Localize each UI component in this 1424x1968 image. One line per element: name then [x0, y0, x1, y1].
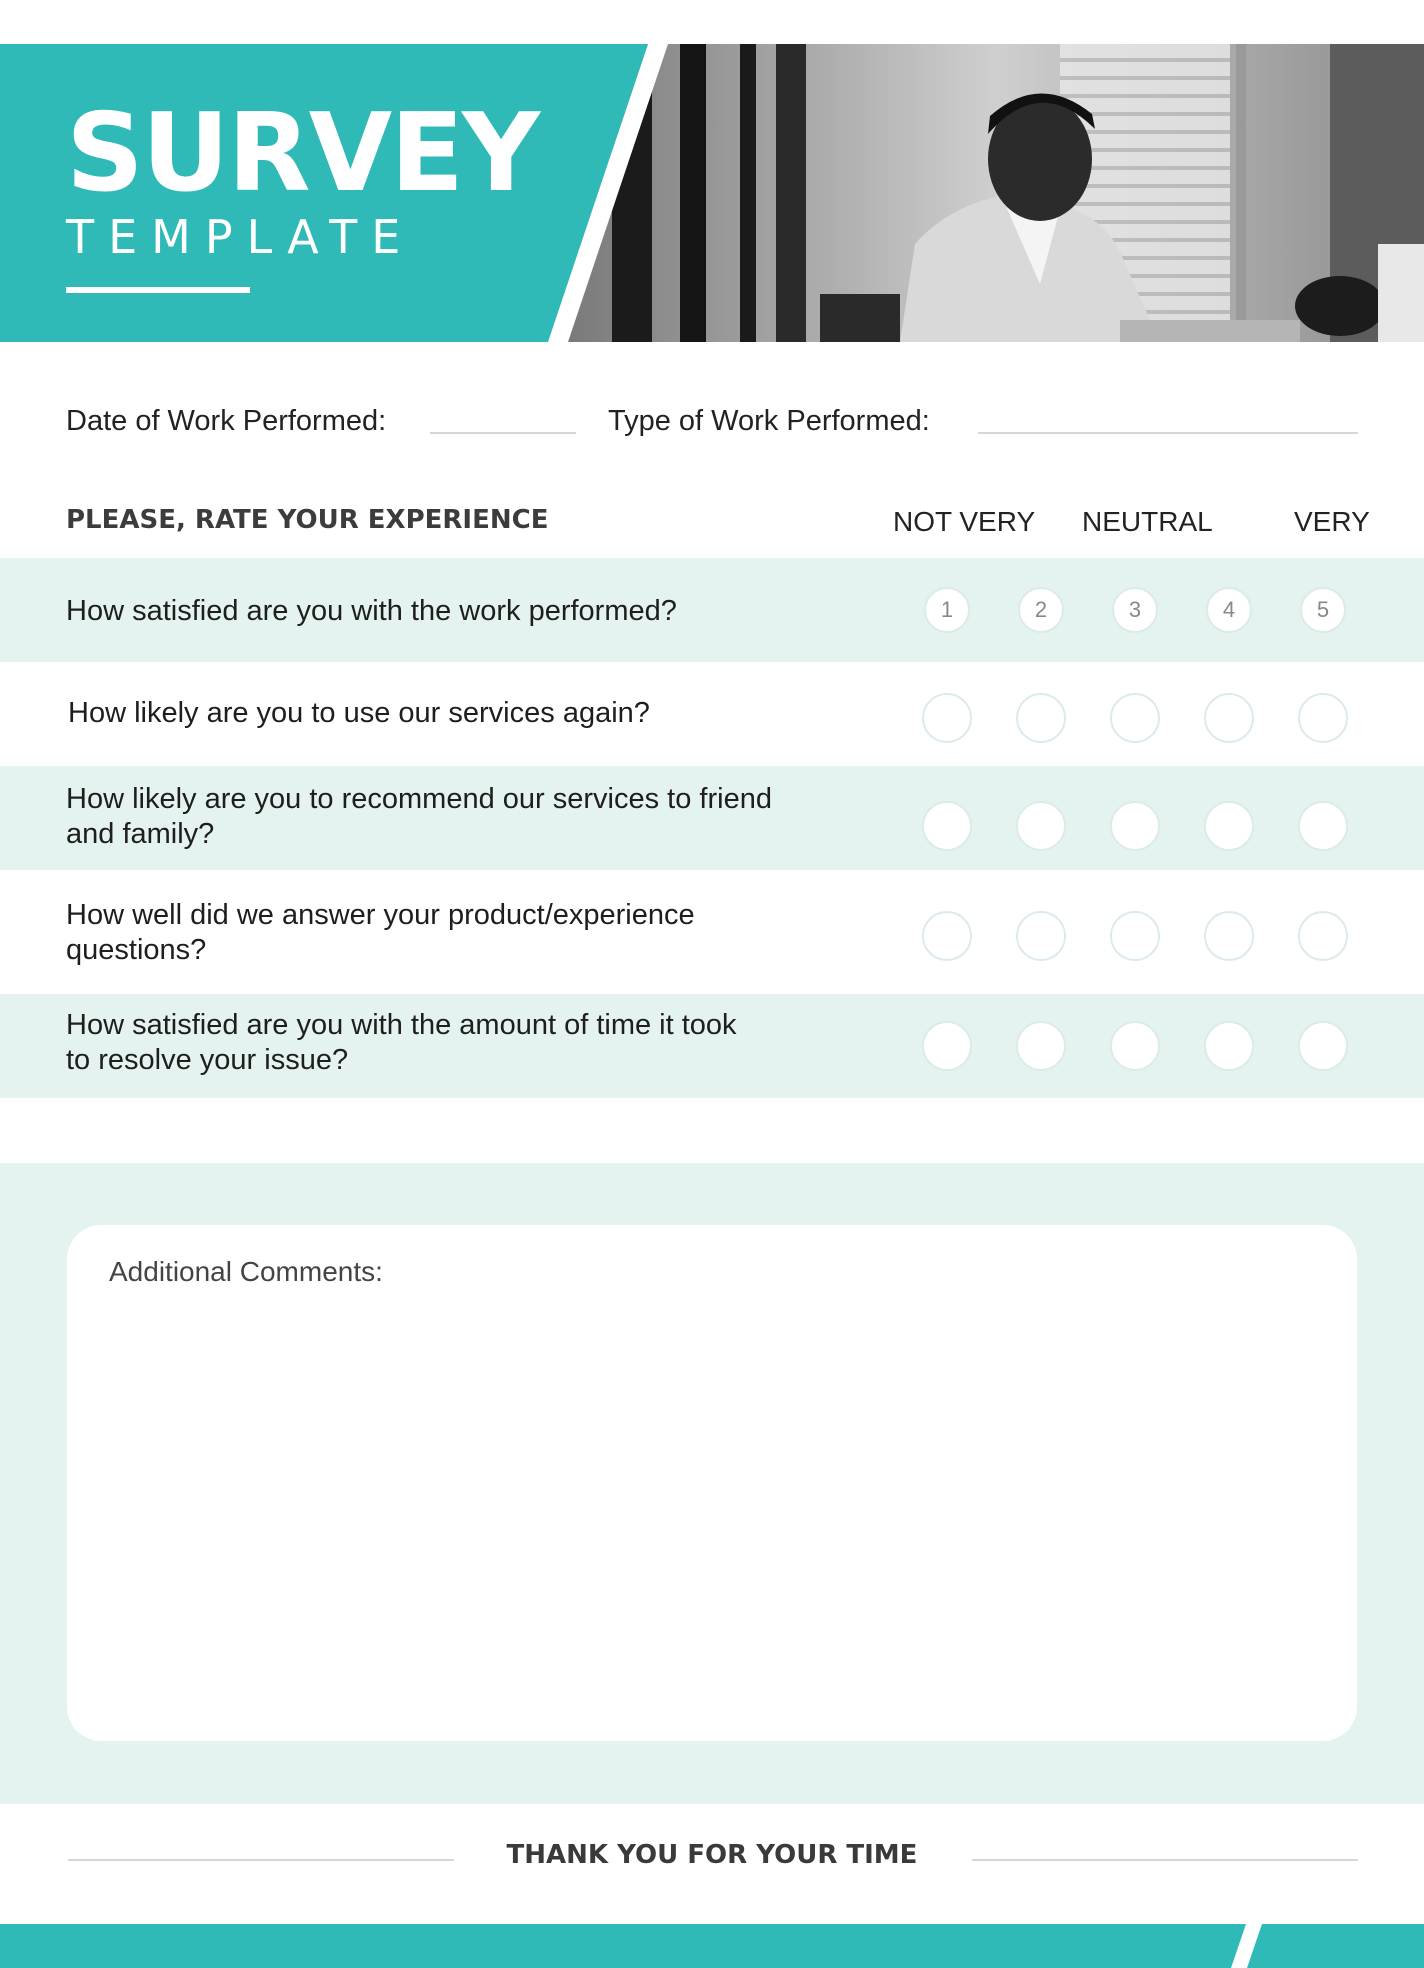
- date-field-label: Date of Work Performed:: [66, 405, 387, 437]
- scale-label-not-very: NOT VERY: [893, 506, 1036, 537]
- question-row-2: [0, 662, 1424, 766]
- scale-label-very: VERY: [1294, 506, 1370, 537]
- rating-option-4[interactable]: [1204, 1021, 1254, 1071]
- rating-option-5[interactable]: [1298, 801, 1348, 851]
- comments-label: Additional Comments:: [109, 1256, 383, 1287]
- thank-you-text: THANK YOU FOR YOUR TIME: [506, 1840, 918, 1870]
- rating-option-1[interactable]: [922, 911, 972, 961]
- rating-option-1[interactable]: 1: [924, 587, 970, 633]
- rating-option-4[interactable]: [1204, 693, 1254, 743]
- date-field-input[interactable]: [430, 432, 576, 434]
- rating-option-1[interactable]: [922, 693, 972, 743]
- rating-option-2[interactable]: [1016, 801, 1066, 851]
- rating-option-3[interactable]: [1110, 801, 1160, 851]
- rating-option-2[interactable]: 2: [1018, 587, 1064, 633]
- question-text: How satisfied are you with the work performed?: [66, 595, 677, 627]
- rating-option-5[interactable]: [1298, 911, 1348, 961]
- scale-label-neutral: NEUTRAL: [1082, 506, 1213, 537]
- question-row-4: [0, 870, 1424, 994]
- type-field-input[interactable]: [978, 432, 1358, 434]
- question-row-3: [0, 766, 1424, 870]
- footer-teal-bar: [0, 1924, 1424, 1968]
- question-text: How satisfied are you with the amount of time it took to resolve your issue?: [66, 1009, 737, 1076]
- page-title: SURVEY: [66, 91, 539, 216]
- rating-option-2[interactable]: [1016, 1021, 1066, 1071]
- question-text: How likely are you to use our services again?: [68, 697, 650, 729]
- question-row-1: [0, 558, 1424, 662]
- comments-textarea[interactable]: [67, 1225, 1357, 1741]
- question-text: How well did we answer your product/experience questions?: [66, 899, 695, 966]
- rating-heading: PLEASE, RATE YOUR EXPERIENCE: [66, 505, 549, 535]
- rating-option-4[interactable]: 4: [1206, 587, 1252, 633]
- page-subtitle: TEMPLATE: [66, 210, 415, 264]
- type-field-label: Type of Work Performed:: [608, 405, 930, 437]
- rating-option-3[interactable]: 3: [1112, 587, 1158, 633]
- rating-option-5[interactable]: [1298, 1021, 1348, 1071]
- rating-option-5[interactable]: 5: [1300, 587, 1346, 633]
- rating-option-3[interactable]: [1110, 911, 1160, 961]
- rating-option-2[interactable]: [1016, 693, 1066, 743]
- footer-divider-right: [972, 1859, 1358, 1861]
- rating-option-1[interactable]: [922, 1021, 972, 1071]
- rating-option-5[interactable]: [1298, 693, 1348, 743]
- question-text: How likely are you to recommend our services to friend and family?: [66, 783, 772, 850]
- rating-option-3[interactable]: [1110, 1021, 1160, 1071]
- rating-option-3[interactable]: [1110, 693, 1160, 743]
- rating-option-4[interactable]: [1204, 911, 1254, 961]
- rating-option-2[interactable]: [1016, 911, 1066, 961]
- question-row-5: [0, 994, 1424, 1098]
- header-banner: [0, 44, 1424, 342]
- title-underline: [66, 287, 250, 293]
- rating-option-4[interactable]: [1204, 801, 1254, 851]
- rating-option-1[interactable]: [922, 801, 972, 851]
